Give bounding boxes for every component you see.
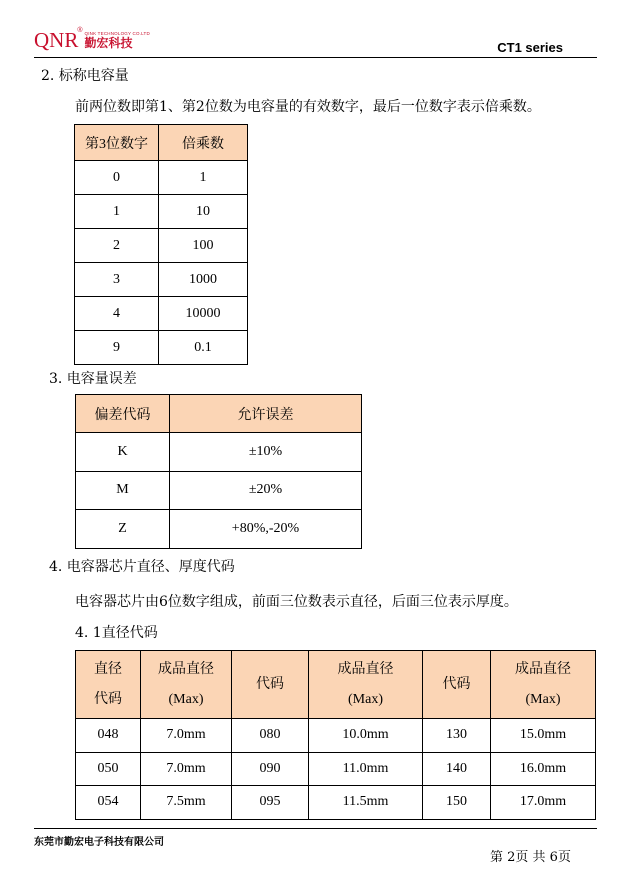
diameter-cell: 15.0mm [491, 719, 596, 753]
deviation-code-cell: M [76, 471, 170, 510]
series-title: CT1 series [497, 40, 563, 55]
diameter-table-header-5 [491, 651, 596, 719]
multiplier-cell: 1000 [159, 263, 248, 297]
table-row [76, 433, 362, 472]
digit-cell: 0 [75, 161, 159, 195]
section-4-heading: 4. 电容器芯片直径、厚度代码 [49, 559, 235, 575]
diameter-table-header-2 [232, 651, 309, 719]
multiplier-table [74, 124, 248, 365]
diameter-cell: 7.0mm [141, 719, 232, 753]
header-line: 代码 [256, 676, 284, 692]
table-row [76, 752, 596, 786]
multiplier-cell: 10000 [159, 297, 248, 331]
multiplier-cell: 100 [159, 229, 248, 263]
code-cell: 048 [76, 719, 141, 753]
table-row [75, 195, 248, 229]
diameter-cell: 11.5mm [309, 786, 423, 820]
header-line: (Max) [168, 691, 204, 707]
code-cell: 054 [76, 786, 141, 820]
digit-cell: 1 [75, 195, 159, 229]
tolerance-cell: +80%,-20% [170, 510, 362, 549]
code-cell: 150 [423, 786, 491, 820]
tolerance-table-header-code: 偏差代码 [76, 395, 170, 433]
code-cell: 050 [76, 752, 141, 786]
logo-small-text: QINK TECHNOLOGY CO.LTD [84, 31, 150, 36]
diameter-cell: 10.0mm [309, 719, 423, 753]
digit-cell: 4 [75, 297, 159, 331]
multiplier-cell: 0.1 [159, 331, 248, 365]
header-divider [34, 57, 597, 58]
logo-registered-mark: ® [77, 27, 83, 34]
diameter-table-header-1 [141, 651, 232, 719]
section-4-1-heading: 4. 1直径代码 [75, 625, 158, 641]
multiplier-table-header-multiplier: 倍乘数 [159, 125, 248, 161]
section-2-description: 前两位数即第1、第2位数为电容量的有效数字，最后一位数字表示倍乘数。 [75, 99, 541, 115]
header-line: 成品直径 [515, 661, 571, 677]
diameter-table-header-3 [309, 651, 423, 719]
footer-divider [34, 828, 597, 829]
section-3-heading: 3. 电容量误差 [49, 371, 137, 387]
table-row [76, 719, 596, 753]
code-cell: 090 [232, 752, 309, 786]
section-2-heading: 2. 标称电容量 [41, 68, 129, 84]
table-row [75, 297, 248, 331]
multiplier-table-body [75, 161, 248, 365]
diameter-table-header-4 [423, 651, 491, 719]
code-cell: 130 [423, 719, 491, 753]
multiplier-table-header-digit: 第3位数字 [75, 125, 159, 161]
multiplier-cell: 10 [159, 195, 248, 229]
diameter-code-table [75, 650, 596, 820]
deviation-code-cell: K [76, 433, 170, 472]
tolerance-cell: ±20% [170, 471, 362, 510]
code-cell: 080 [232, 719, 309, 753]
header-line: 直径 [94, 661, 122, 677]
deviation-code-cell: Z [76, 510, 170, 549]
table-row [75, 263, 248, 297]
digit-cell: 9 [75, 331, 159, 365]
diameter-cell: 7.0mm [141, 752, 232, 786]
table-row [76, 471, 362, 510]
digit-cell: 2 [75, 229, 159, 263]
header-line: 成品直径 [158, 661, 214, 677]
table-row [76, 510, 362, 549]
diameter-code-table-body [76, 719, 596, 820]
section-4-description: 电容器芯片由6位数字组成，前面三位数表示直径，后面三位表示厚度。 [75, 594, 518, 610]
header-line: 代码 [94, 691, 122, 707]
code-cell: 140 [423, 752, 491, 786]
footer-page-number: 第 2页 共 6页 [490, 850, 571, 865]
diameter-cell: 16.0mm [491, 752, 596, 786]
company-logo [34, 28, 150, 52]
table-row [75, 161, 248, 195]
diameter-table-header-0 [76, 651, 141, 719]
header-line: (Max) [348, 691, 383, 707]
header-line: 代码 [442, 676, 471, 692]
header-line: (Max) [525, 691, 561, 707]
logo-qnr-text: QNR [34, 28, 79, 52]
digit-cell: 3 [75, 263, 159, 297]
diameter-cell: 17.0mm [491, 786, 596, 820]
multiplier-cell: 1 [159, 161, 248, 195]
footer-company-name: 东莞市勤宏电子科技有限公司 [34, 837, 164, 848]
table-row [75, 229, 248, 263]
table-row [75, 331, 248, 365]
code-cell: 095 [232, 786, 309, 820]
tolerance-table-body [76, 433, 362, 549]
diameter-code-table-header-row [76, 651, 596, 719]
diameter-cell: 7.5mm [141, 786, 232, 820]
header-line: 成品直径 [337, 661, 394, 677]
tolerance-cell: ±10% [170, 433, 362, 472]
table-row [76, 786, 596, 820]
diameter-cell: 11.0mm [309, 752, 423, 786]
logo-chinese-name: 勤宏科技 [84, 36, 133, 50]
tolerance-table-header-tolerance: 允许误差 [170, 395, 362, 433]
tolerance-table [75, 394, 362, 549]
logo-right-block [85, 28, 150, 50]
